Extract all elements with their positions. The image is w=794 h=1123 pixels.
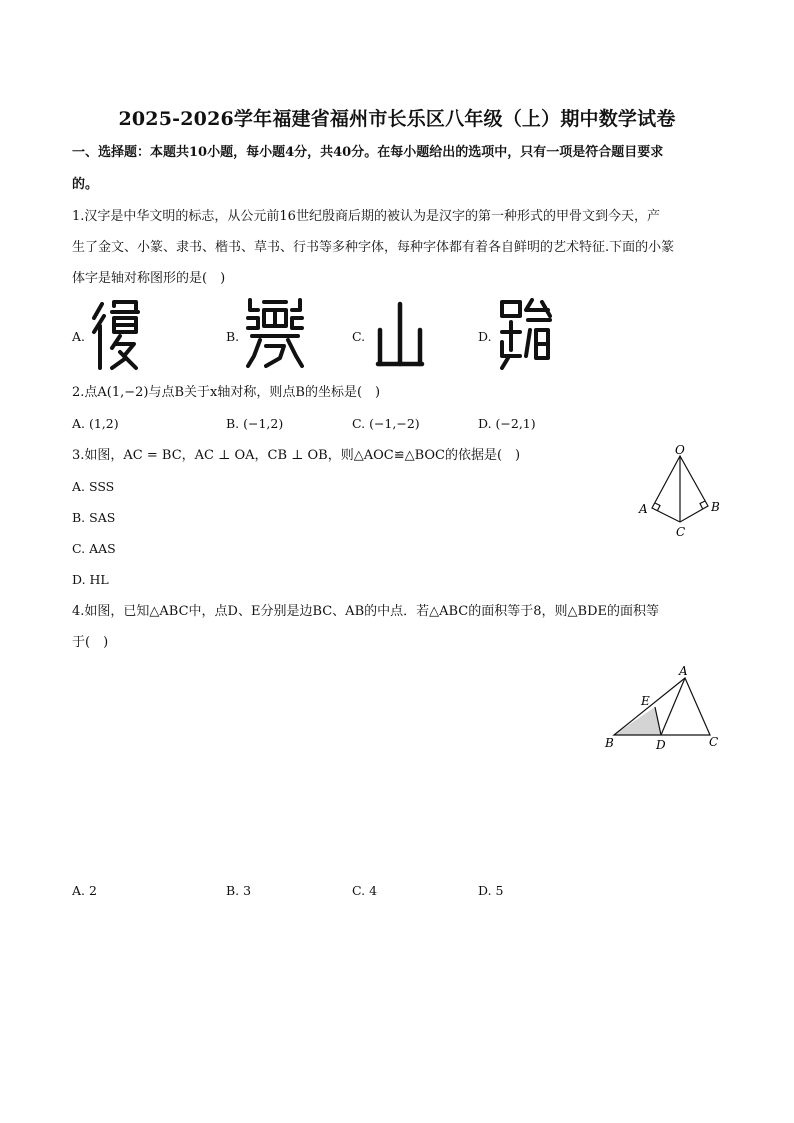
seal-script-character-d-icon	[498, 296, 556, 372]
seal-script-character-b-icon	[244, 296, 306, 370]
q2-option-c[interactable]: C. (−1,−2)	[352, 416, 420, 431]
section-heading-line-2: 的。	[72, 177, 99, 192]
q4-triangle-figure	[598, 660, 724, 754]
q3-option-a[interactable]: A. SSS	[72, 479, 115, 494]
q4-shaded-triangle-bde	[614, 707, 661, 735]
q3-option-b[interactable]: B. SAS	[72, 510, 116, 525]
q1-option-b-label[interactable]: B.	[226, 329, 240, 344]
q3-label-o: O	[675, 443, 685, 457]
q4-label-c: C	[709, 735, 719, 749]
seal-script-character-a-icon	[90, 298, 144, 372]
q2-option-d[interactable]: D. (−2,1)	[478, 416, 536, 431]
q4-option-a[interactable]: A. 2	[72, 883, 97, 898]
q3-option-c[interactable]: C. AAS	[72, 541, 116, 556]
q2-stem: 2.点A(1,−2)与点B关于x轴对称，则点B的坐标是( )	[72, 385, 381, 400]
q4-label-d: D	[656, 738, 666, 752]
q1-stem-line-2: 生了金文、小篆、隶书、楷书、草书、行书等多种字体，每种字体都有着各自鲜明的艺术特征.下面的小篆	[72, 240, 675, 255]
q4-label-e: E	[641, 694, 650, 708]
q3-label-c: C	[676, 525, 686, 539]
q3-kite-figure	[632, 440, 732, 544]
seal-script-character-shan-icon	[372, 300, 428, 370]
q3-label-a: A	[639, 502, 648, 516]
q1-stem-line-1: 1.汉字是中华文明的标志，从公元前16世纪殷商后期的被认为是汉字的第一种形式的甲骨文到今天，产	[72, 209, 660, 224]
q4-label-b: B	[605, 736, 614, 750]
q1-option-d-label[interactable]: D.	[478, 329, 492, 344]
q2-option-a[interactable]: A. (1,2)	[72, 416, 119, 431]
q2-option-b[interactable]: B. (−1,2)	[226, 416, 284, 431]
q3-label-b: B	[711, 500, 720, 514]
q3-right-angle-b	[700, 501, 705, 509]
q1-option-a-label[interactable]: A.	[72, 329, 86, 344]
q4-option-b[interactable]: B. 3	[226, 883, 252, 898]
q4-option-d[interactable]: D. 5	[478, 883, 504, 898]
q1-stem-line-3: 体字是轴对称图形的是( )	[72, 271, 226, 286]
page-title: 2025-2026学年福建省福州市长乐区八年级（上）期中数学试卷	[118, 108, 676, 130]
q4-segment-ad	[661, 678, 685, 735]
section-heading-line-1: 一、选择题：本题共10小题，每小题4分，共40分。在每小题给出的选项中，只有一项是符合题目要求	[72, 145, 664, 160]
q1-option-c-label[interactable]: C.	[352, 329, 366, 344]
q4-stem-line-2: 于( )	[72, 635, 109, 650]
q4-option-c[interactable]: C. 4	[352, 883, 378, 898]
q4-stem-line-1: 4.如图，已知△ABC中，点D、E分别是边BC、AB的中点．若△ABC的面积等于8，则△BDE的面积等	[72, 604, 659, 619]
q4-label-a: A	[679, 664, 688, 678]
q3-option-d[interactable]: D. HL	[72, 572, 109, 587]
q3-stem: 3.如图，AC = BC，AC ⊥ OA，CB ⊥ OB，则△AOC≌△BOC的依据是( )	[72, 448, 521, 463]
